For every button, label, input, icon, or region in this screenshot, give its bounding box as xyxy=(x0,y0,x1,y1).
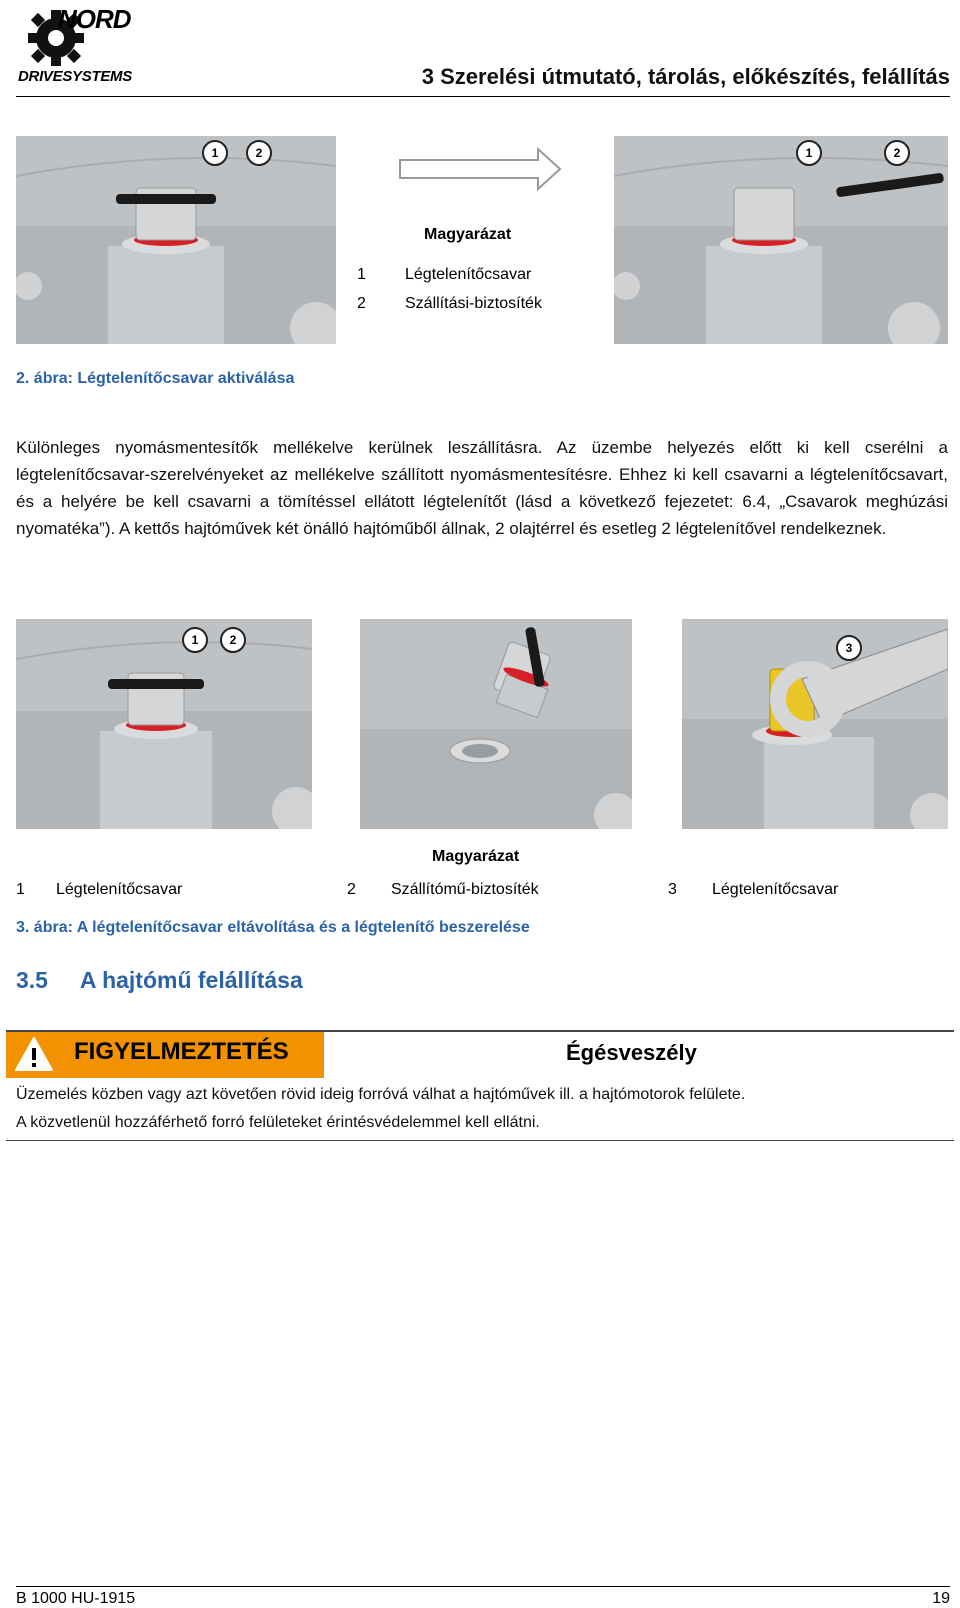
section-number: 3.5 xyxy=(16,967,48,993)
photo-breather-step-3-wrench xyxy=(682,619,948,829)
warning-bottom-rule xyxy=(6,1140,954,1141)
figure2-legend-title: Magyarázat xyxy=(424,226,512,243)
figure3-legend-num-1: 1 xyxy=(16,881,25,898)
footer-page-number: 19 xyxy=(932,1590,950,1607)
body-paragraph: Különleges nyomásmentesítők mellékelve kerülnek leszállításra. Az üzembe helyezés előtt ki kell cserélni a légtelenítőcsavar-szerelvényeket az mellékelve szállított nyomásmentesítésre. Ehhez ki kell csavarni a légtelenítőcsavart, és a helyére be kell csavarni a tömítéssel ellátott légtelenítőt (lásd a következő fejezetet: 6.4, „Csavarok meghúzási nyomatéka”). A kettős hajtóművek két önálló hajtóműből állnak, 2 olajtérrel és esetleg 2 légtelenítővel rendelkeznek. xyxy=(16,438,948,538)
warning-triangle-icon xyxy=(14,1036,54,1072)
callout-1: 1 xyxy=(202,140,228,166)
section-heading xyxy=(16,967,303,994)
figure3-legend-text-2: Szállítómű-biztosíték xyxy=(391,881,539,898)
figure2-legend-text-1: Légtelenítőcsavar xyxy=(405,266,532,283)
callout-1: 1 xyxy=(796,140,822,166)
header-divider xyxy=(16,96,950,97)
warning-hazard: Égésveszély xyxy=(566,1040,697,1065)
photo-breather-with-transport-lock xyxy=(16,136,336,344)
footer-doc-id: B 1000 HU-1915 xyxy=(16,1590,136,1607)
figure3-legend-num-2: 2 xyxy=(347,881,356,898)
photo-breather-transport-lock-removed xyxy=(614,136,948,344)
figure3-caption: 3. ábra: A légtelenítőcsavar eltávolítása és a légtelenítő beszerelése xyxy=(16,919,530,936)
page-header-title: 3 Szerelési útmutató, tárolás, előkészítés, felállítás xyxy=(421,64,950,89)
footer-divider xyxy=(16,1586,950,1587)
figure3-legend-text-3: Légtelenítőcsavar xyxy=(712,881,839,898)
figure2-legend-text-2: Szállítási-biztosíték xyxy=(405,295,542,312)
callout-1: 1 xyxy=(182,627,208,653)
figure3-legend-num-3: 3 xyxy=(668,881,677,898)
figure2-legend-num-2: 2 xyxy=(357,295,366,312)
arrow-right-icon xyxy=(398,146,562,192)
callout-2: 2 xyxy=(884,140,910,166)
figure2-legend-num-1: 1 xyxy=(357,266,366,283)
warning-label: FIGYELMEZTETÉS xyxy=(74,1038,289,1065)
callout-3: 3 xyxy=(836,635,862,661)
callout-2: 2 xyxy=(220,627,246,653)
warning-text-line-1: Üzemelés közben vagy azt követően rövid ideig forróvá válhat a hajtóművek ill. a hajtómotorok felülete. xyxy=(16,1086,746,1103)
photo-breather-step-2 xyxy=(360,619,632,829)
logo-wordmark: NORD xyxy=(58,4,131,34)
figure2-caption: 2. ábra: Légtelenítőcsavar aktiválása xyxy=(16,370,295,387)
figure3-legend-title: Magyarázat xyxy=(432,848,520,865)
section-title: A hajtómű felállítása xyxy=(79,967,303,993)
warning-text-line-2: A közvetlenül hozzáférhető forró felületeket érintésvédelemmel kell ellátni. xyxy=(16,1114,540,1131)
figure3-legend-text-1: Légtelenítőcsavar xyxy=(56,881,183,898)
logo-subtitle: DRIVESYSTEMS xyxy=(18,68,132,85)
callout-2: 2 xyxy=(246,140,272,166)
photo-breather-step-1 xyxy=(16,619,312,829)
